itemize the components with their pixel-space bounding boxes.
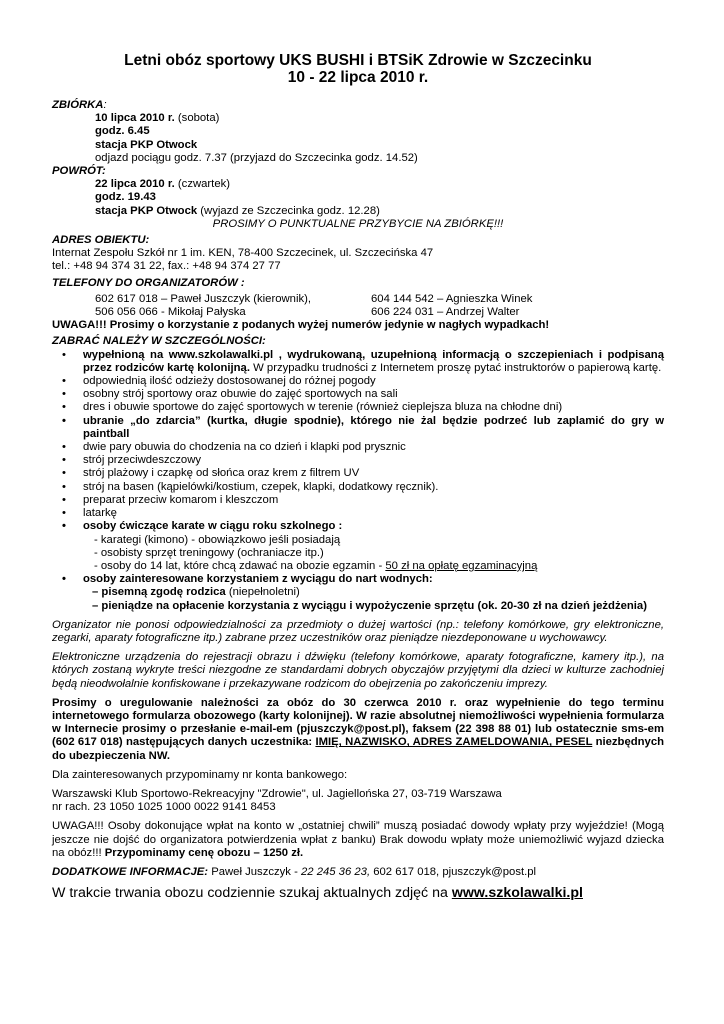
powrot-heading: POWRÓT: xyxy=(52,165,106,178)
bank-account xyxy=(52,788,664,814)
payment-notice: Prosimy o uregulowanie należności za obóz do 30 czerwca 2010 r. oraz wypełnienie do tego terminu internetowego formularza obozowego (karty kolonijnej). W razie absolutnej niemożliwości wypełnienia formularza w Internecie prosimy o przesłanie e-mail-em (pjuszczyk@post.pl), faksem (22 398 88 01) lub ostatecznie sms-em (602 617 018) następujących danych uczestnika: IMIĘ, NAZWISKO, ADRES ZAMELDOWANIA, PESEL niezbędnych do ubezpieczenia NW. xyxy=(52,696,665,762)
list-item: • strój przeciwdeszczowy xyxy=(52,454,664,467)
powrot-station: stacja PKP Otwock (wyjazd ze Szczecinka godz. 12.28) xyxy=(95,204,380,217)
telefony-heading: TELEFONY DO ORGANIZATORÓW : xyxy=(52,276,245,289)
list-item: • strój plażowy i czapkę od słońca oraz krem z filtrem UV xyxy=(52,467,664,480)
title-line-1: Letni obóz sportowy UKS BUSHI i BTSiK Zdrowie w Szczecinku xyxy=(124,52,592,69)
phone-entry: 602 617 018 – Paweł Juszczyk (kierownik), xyxy=(95,292,311,305)
phone-grid xyxy=(52,293,664,319)
zbiorka-time: godz. 6.45 xyxy=(95,125,150,138)
powrot-section xyxy=(52,165,664,231)
adres-line-2: tel.: +48 94 374 31 22, fax.: +48 94 374 27 77 xyxy=(52,260,281,273)
punctuality-note: PROSIMY O PUNKTUALNE PRZYBYCIE NA ZBIÓRKĘ!!! xyxy=(212,217,504,230)
zbiorka-heading: ZBIÓRKA: xyxy=(52,99,107,111)
list-item: • wypełnioną na www.szkolawalki.pl , wydrukowaną, uzupełnioną informacją o szczepieniach i podpisaną przez rodziców kartę kolonijną. W przypadku trudności z Internetem proszę pytać instruktorów o papierową kartę. xyxy=(52,349,664,375)
phone-entry: 606 224 031 – Andrzej Walter xyxy=(371,306,520,319)
waterski-money: – pieniądze na opłacenie korzystania z wyciągu i wypożyczenie sprzętu (ok. 20-30 zł na dzień jeżdżenia) xyxy=(92,599,647,612)
waterski-consent: – pisemną zgodę rodzica (niepełnoletni) xyxy=(92,586,300,599)
list-item: • strój na basen (kąpielówki/kostium, czepek, klapki, dodatkowy ręcznik). xyxy=(52,481,664,494)
list-item: • odpowiednią ilość odzieży dostosowanej do różnej pogody xyxy=(52,375,664,388)
disclaimer-valuables: Organizator nie ponosi odpowiedzialności za przedmioty o dużej wartości (np.: telefony komórkowe, gry elektroniczne, zegarki, aparaty fotograficzne itp.) zabrane przez uczestników oraz pieniądze niezdeponowane u wychowawcy. xyxy=(52,618,664,644)
bank-line-1: Warszawski Klub Sportowo-Rekreacyjny "Zdrowie", ul. Jagiellońska 27, 03-719 Warszawa xyxy=(52,787,502,800)
adres-heading: ADRES OBIEKTU: xyxy=(52,234,150,247)
adres-section xyxy=(52,234,664,274)
zbiorka-station: stacja PKP Otwock xyxy=(95,138,198,151)
uwaga-notice: UWAGA!!! Osoby dokonujące wpłat na konto w „ostatniej chwili” muszą posiadać dowody wpłaty przy wyjeździe! (Mogą jeszcze nie dojść do organizatora potwierdzenia wpłat z banku) Brak dowodu wpłaty może uniemożliwić wyjazd dziecka na obóz!!! Przypominamy cenę obozu – 1250 zł. xyxy=(52,820,664,859)
list-item: • ubranie „do zdarcia” (kurtka, długie spodnie), którego nie żal będzie podrzeć lub zaplamić do gry w paintball xyxy=(52,415,664,441)
list-item: • osobny strój sportowy oraz obuwie do zajęć sportowych na sali xyxy=(52,388,664,401)
phones-warning: UWAGA!!! Prosimy o korzystanie z podanych wyżej numerów jedynie w nagłych wypadkach! xyxy=(52,319,550,332)
photos-notice: W trakcie trwania obozu codziennie szukaj aktualnych zdjęć na www.szkolawalki.pl xyxy=(52,885,583,902)
zbiorka-train: odjazd pociągu godz. 7.37 (przyjazd do Szczecinka godz. 14.52) xyxy=(95,151,418,164)
telefony-section xyxy=(52,277,664,333)
phone-entry: 506 056 066 - Mikołaj Pałyska xyxy=(95,306,246,319)
zbiorka-date: 10 lipca 2010 r. (sobota) xyxy=(95,112,220,125)
list-item-karate: • osoby ćwiczące karate w ciągu roku szkolnego : xyxy=(52,520,664,533)
adres-line-1: Internat Zespołu Szkół nr 1 im. KEN, 78-400 Szczecinek, ul. Szczecińska 47 xyxy=(52,247,434,260)
bank-line-2: nr rach. 23 1050 1025 1000 0022 9141 8453 xyxy=(52,801,276,814)
zbiorka-section xyxy=(52,99,664,165)
packing-list-2 xyxy=(52,573,664,586)
list-item: • dwie pary obuwia do chodzenia na co dzień i klapki pod prysznic xyxy=(52,441,664,454)
phone-entry: 604 144 542 – Agnieszka Winek xyxy=(371,292,533,305)
powrot-time: godz. 19.43 xyxy=(95,191,156,204)
disclaimer-electronics: Elektroniczne urządzenia do rejestracji obrazu i dźwięku (telefony komórkowe, aparaty fotograficzne, kamery itp.), na których zostaną wykryte treści niezgodne ze standardami dobrych obyczajów przyjętymi dla dzieci w kulturze zachodniej będą nieodwołalnie konfiskowane i przekazywane rodzicom do obejrzenia po zakończeniu imprezy. xyxy=(52,651,664,690)
list-item: • latarkę xyxy=(52,507,664,520)
title-line-2: 10 - 22 lipca 2010 r. xyxy=(287,69,429,86)
website-link[interactable]: www.szkolawalki.pl xyxy=(451,885,583,902)
karate-sub-item: - osobisty sprzęt treningowy (ochraniacze itp.) xyxy=(94,546,324,559)
zabrac-section xyxy=(52,335,664,612)
powrot-date: 22 lipca 2010 r. (czwartek) xyxy=(95,178,231,191)
extra-info: DODATKOWE INFORMACJE: Paweł Juszczyk - 22 245 36 23, 602 617 018, pjuszczyk@post.pl xyxy=(52,865,537,878)
list-item-waterski: • osoby zainteresowane korzystaniem z wyciągu do nart wodnych: xyxy=(52,573,664,586)
karate-exam: - osoby do 14 lat, które chcą zdawać na obozie egzamin - 50 zł na opłatę egzaminacyjną xyxy=(94,559,538,572)
list-item: • dres i obuwie sportowe do zajęć sportowych w terenie (również cieplejsza bluza na chłodne dni) xyxy=(52,401,664,414)
zabrac-heading: ZABRAĆ NALEŻY W SZCZEGÓLNOŚCI: xyxy=(52,335,266,348)
list-item: • preparat przeciw komarom i kleszczom xyxy=(52,494,664,507)
karate-sub-item: - karategi (kimono) - obowiązkowo jeśli posiadają xyxy=(94,533,341,546)
page-title xyxy=(52,52,664,86)
bank-intro: Dla zainteresowanych przypominamy nr konta bankowego: xyxy=(52,768,348,781)
packing-list xyxy=(52,349,664,534)
